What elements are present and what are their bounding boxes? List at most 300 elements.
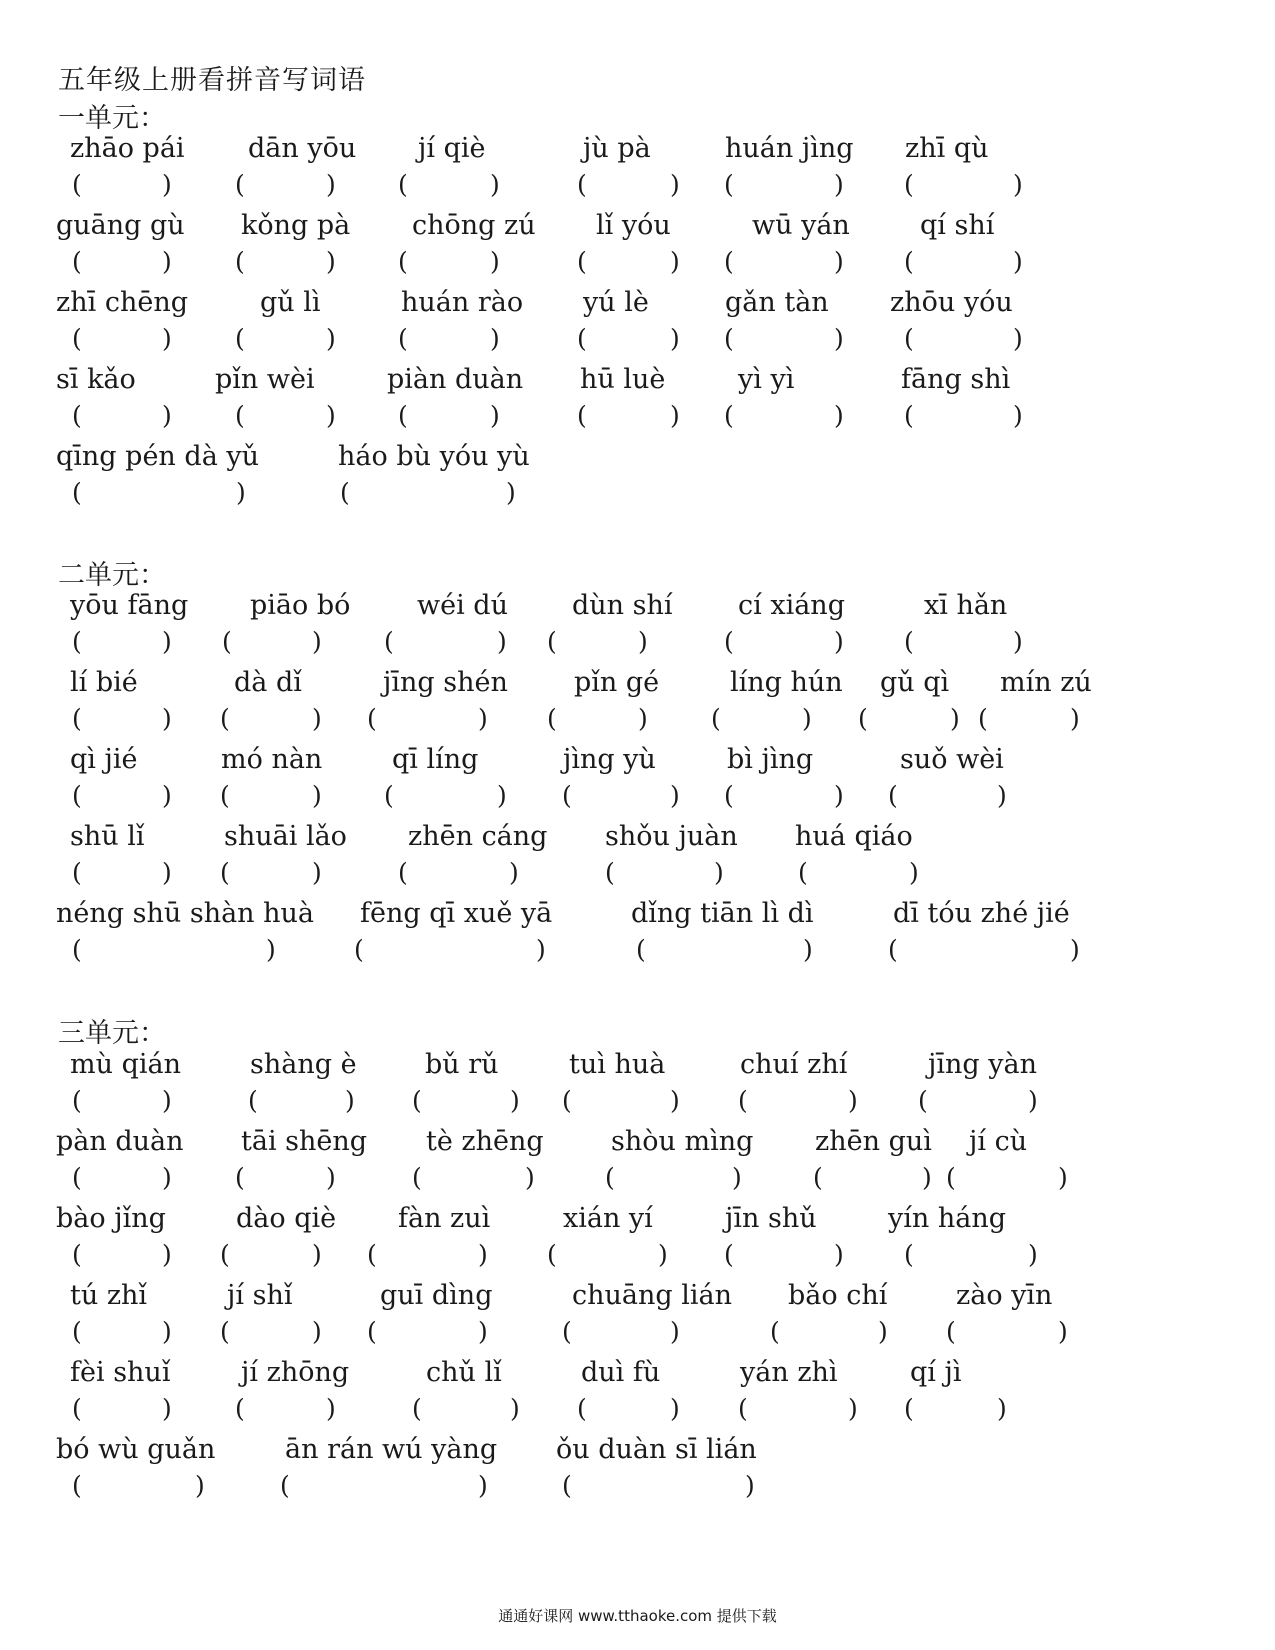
pinyin-prompt: mín zú: [1000, 667, 1092, 698]
close-paren: ): [195, 1471, 205, 1500]
pinyin-prompt: jīng shén: [383, 667, 508, 698]
answer-blank[interactable]: [72, 170, 174, 200]
pinyin-prompt: yín háng: [888, 1203, 1007, 1234]
pinyin-prompt: dùn shí: [572, 590, 673, 621]
answer-blank[interactable]: [235, 324, 338, 354]
open-paren: (: [235, 401, 245, 430]
answer-blank[interactable]: [354, 935, 548, 965]
close-paren: ): [162, 704, 172, 733]
close-paren: ): [490, 247, 500, 276]
close-paren: ): [326, 247, 336, 276]
answer-blank[interactable]: [636, 935, 815, 965]
pinyin-prompt: huá qiáo: [795, 821, 913, 852]
pinyin-prompt: gǔ qì: [880, 667, 950, 698]
close-paren: ): [997, 1394, 1007, 1423]
close-paren: ): [162, 401, 172, 430]
open-paren: (: [220, 1317, 230, 1346]
pinyin-prompt: kǒng pà: [241, 210, 351, 241]
close-paren: ): [490, 170, 500, 199]
pinyin-prompt: piàn duàn: [387, 364, 524, 395]
answer-blank[interactable]: [398, 247, 502, 277]
answer-blank[interactable]: [577, 1394, 682, 1424]
pinyin-prompt: bǔ rǔ: [425, 1049, 499, 1080]
open-paren: (: [72, 1163, 82, 1192]
close-paren: ): [745, 1471, 755, 1500]
answer-blank[interactable]: [398, 401, 502, 431]
close-paren: ): [1013, 170, 1023, 199]
open-paren: (: [72, 324, 82, 353]
close-paren: ): [162, 1394, 172, 1423]
close-paren: ): [312, 781, 322, 810]
close-paren: ): [162, 324, 172, 353]
close-paren: ): [478, 1240, 488, 1269]
open-paren: (: [770, 1317, 780, 1346]
open-paren: (: [724, 781, 734, 810]
pinyin-prompt: zhī qù: [905, 133, 989, 164]
open-paren: (: [918, 1086, 928, 1115]
pinyin-prompt: qī líng: [392, 744, 479, 775]
pinyin-prompt: chuí zhí: [740, 1049, 848, 1080]
close-paren: ): [506, 478, 516, 507]
open-paren: (: [798, 858, 808, 887]
answer-blank[interactable]: [738, 1394, 860, 1424]
open-paren: (: [412, 1163, 422, 1192]
close-paren: ): [658, 1240, 668, 1269]
open-paren: (: [904, 324, 914, 353]
close-paren: ): [162, 781, 172, 810]
answer-blank[interactable]: [220, 704, 324, 734]
open-paren: (: [72, 1240, 82, 1269]
pinyin-prompt: chǔ lǐ: [426, 1357, 502, 1388]
answer-blank[interactable]: [577, 401, 682, 431]
close-paren: ): [1028, 1086, 1038, 1115]
open-paren: (: [904, 247, 914, 276]
close-paren: ): [1058, 1317, 1068, 1346]
answer-blank[interactable]: [724, 170, 846, 200]
close-paren: ): [162, 627, 172, 656]
answer-blank[interactable]: [340, 478, 518, 508]
answer-blank[interactable]: [280, 1471, 490, 1501]
open-paren: (: [562, 1471, 572, 1500]
answer-blank[interactable]: [605, 858, 726, 888]
close-paren: ): [236, 478, 246, 507]
close-paren: ): [312, 627, 322, 656]
open-paren: (: [398, 247, 408, 276]
pinyin-prompt: wéi dú: [417, 590, 508, 621]
pinyin-prompt: pǐn wèi: [215, 364, 315, 395]
pinyin-prompt: jù pà: [583, 133, 651, 164]
open-paren: (: [724, 247, 734, 276]
open-paren: (: [222, 627, 232, 656]
answer-blank[interactable]: [918, 1086, 1040, 1116]
answer-blank[interactable]: [72, 935, 278, 965]
answer-blank[interactable]: [738, 1086, 860, 1116]
answer-blank[interactable]: [398, 170, 502, 200]
open-paren: (: [398, 324, 408, 353]
answer-blank[interactable]: [220, 1240, 324, 1270]
answer-blank[interactable]: [412, 1086, 522, 1116]
pinyin-prompt: ǒu duàn sī lián: [556, 1434, 757, 1465]
close-paren: ): [478, 1317, 488, 1346]
pinyin-prompt: dào qiè: [236, 1203, 337, 1234]
pinyin-prompt: xián yí: [563, 1203, 653, 1234]
close-paren: ): [834, 781, 844, 810]
pinyin-prompt: yán zhì: [740, 1357, 838, 1388]
answer-blank[interactable]: [72, 1317, 174, 1347]
answer-blank[interactable]: [72, 627, 174, 657]
answer-blank[interactable]: [398, 858, 521, 888]
pinyin-prompt: fēng qī xuě yā: [360, 898, 553, 929]
open-paren: (: [72, 478, 82, 507]
pinyin-prompt: chōng zú: [412, 210, 536, 241]
answer-blank[interactable]: [72, 1163, 174, 1193]
pinyin-prompt: zhī chēng: [56, 287, 188, 318]
answer-blank[interactable]: [904, 170, 1025, 200]
open-paren: (: [547, 627, 557, 656]
close-paren: ): [509, 858, 519, 887]
pinyin-prompt: guī dìng: [380, 1280, 493, 1311]
open-paren: (: [248, 1086, 258, 1115]
answer-blank[interactable]: [72, 478, 248, 508]
close-paren: ): [670, 247, 680, 276]
open-paren: (: [904, 1394, 914, 1423]
close-paren: ): [922, 1163, 932, 1192]
pinyin-prompt: qīng pén dà yǔ: [56, 441, 260, 472]
pinyin-prompt: zào yīn: [956, 1280, 1053, 1311]
pinyin-prompt: shuāi lǎo: [224, 821, 347, 852]
answer-blank[interactable]: [412, 1163, 537, 1193]
open-paren: (: [577, 401, 587, 430]
answer-blank[interactable]: [888, 935, 1082, 965]
pinyin-prompt: gǎn tàn: [725, 287, 829, 318]
open-paren: (: [738, 1086, 748, 1115]
answer-blank[interactable]: [72, 781, 174, 811]
pinyin-prompt: jí shǐ: [227, 1280, 293, 1311]
close-paren: ): [834, 247, 844, 276]
open-paren: (: [384, 627, 394, 656]
answer-blank[interactable]: [770, 1317, 890, 1347]
open-paren: (: [72, 935, 82, 964]
close-paren: ): [478, 704, 488, 733]
open-paren: (: [562, 1086, 572, 1115]
answer-blank[interactable]: [562, 1086, 682, 1116]
close-paren: ): [478, 1471, 488, 1500]
pinyin-prompt: duì fù: [581, 1357, 661, 1388]
close-paren: ): [802, 704, 812, 733]
pinyin-prompt: yì yì: [738, 364, 795, 395]
answer-blank[interactable]: [72, 858, 174, 888]
open-paren: (: [235, 1163, 245, 1192]
pinyin-prompt: líng hún: [730, 667, 843, 698]
answer-blank[interactable]: [577, 324, 682, 354]
close-paren: ): [497, 627, 507, 656]
close-paren: ): [670, 781, 680, 810]
pinyin-prompt: xī hǎn: [924, 590, 1008, 621]
pinyin-prompt: guāng gù: [56, 210, 185, 241]
unit-2-heading: 二单元：: [58, 560, 166, 591]
pinyin-prompt: dǐng tiān lì dì: [631, 898, 814, 929]
pinyin-prompt: dà dǐ: [234, 667, 302, 698]
open-paren: (: [412, 1394, 422, 1423]
open-paren: (: [904, 1240, 914, 1269]
answer-blank[interactable]: [904, 247, 1025, 277]
answer-blank[interactable]: [904, 1240, 1040, 1270]
open-paren: (: [724, 401, 734, 430]
answer-blank[interactable]: [904, 1394, 1009, 1424]
pinyin-prompt: zhēn cáng: [408, 821, 548, 852]
open-paren: (: [813, 1163, 823, 1192]
answer-blank[interactable]: [72, 401, 174, 431]
open-paren: (: [72, 1086, 82, 1115]
answer-blank[interactable]: [888, 781, 1009, 811]
pinyin-prompt: dān yōu: [248, 133, 357, 164]
pinyin-prompt: chuāng lián: [572, 1280, 733, 1311]
pinyin-prompt: yōu fāng: [70, 590, 189, 621]
answer-blank[interactable]: [562, 1471, 757, 1501]
close-paren: ): [848, 1394, 858, 1423]
open-paren: (: [235, 1394, 245, 1423]
close-paren: ): [834, 1240, 844, 1269]
close-paren: ): [326, 401, 336, 430]
answer-blank[interactable]: [72, 1086, 174, 1116]
open-paren: (: [367, 704, 377, 733]
pinyin-prompt: tú zhǐ: [70, 1280, 148, 1311]
pinyin-prompt: lǐ yóu: [596, 210, 671, 241]
pinyin-prompt: jí zhōng: [241, 1357, 350, 1388]
answer-blank[interactable]: [235, 1394, 338, 1424]
open-paren: (: [398, 858, 408, 887]
open-paren: (: [888, 781, 898, 810]
close-paren: ): [162, 1086, 172, 1115]
answer-blank[interactable]: [220, 781, 324, 811]
close-paren: ): [162, 1240, 172, 1269]
answer-blank[interactable]: [72, 704, 174, 734]
answer-blank[interactable]: [235, 247, 338, 277]
close-paren: ): [670, 1317, 680, 1346]
close-paren: ): [834, 401, 844, 430]
page-title: 五年级上册看拼音写词语: [58, 65, 366, 96]
close-paren: ): [1028, 1240, 1038, 1269]
close-paren: ): [266, 935, 276, 964]
pinyin-prompt: qí shí: [920, 210, 995, 241]
open-paren: (: [367, 1240, 377, 1269]
answer-blank[interactable]: [235, 1163, 338, 1193]
answer-blank[interactable]: [577, 170, 682, 200]
answer-blank[interactable]: [72, 1471, 207, 1501]
answer-blank[interactable]: [72, 1394, 174, 1424]
answer-blank[interactable]: [724, 781, 846, 811]
close-paren: ): [670, 170, 680, 199]
close-paren: ): [670, 324, 680, 353]
pinyin-prompt: shǒu juàn: [605, 821, 738, 852]
pinyin-prompt: qí jì: [910, 1357, 962, 1388]
close-paren: ): [1070, 935, 1080, 964]
open-paren: (: [280, 1471, 290, 1500]
open-paren: (: [384, 781, 394, 810]
open-paren: (: [367, 1317, 377, 1346]
open-paren: (: [72, 1317, 82, 1346]
answer-blank[interactable]: [367, 704, 490, 734]
answer-blank[interactable]: [367, 1317, 490, 1347]
open-paren: (: [636, 935, 646, 964]
answer-blank[interactable]: [384, 627, 509, 657]
open-paren: (: [412, 1086, 422, 1115]
pinyin-prompt: sī kǎo: [56, 364, 136, 395]
answer-blank[interactable]: [220, 1317, 324, 1347]
pinyin-prompt: jìng yù: [563, 744, 656, 775]
close-paren: ): [670, 1394, 680, 1423]
close-paren: ): [1013, 324, 1023, 353]
close-paren: ): [490, 324, 500, 353]
open-paren: (: [724, 627, 734, 656]
close-paren: ): [1058, 1163, 1068, 1192]
pinyin-prompt: fàn zuì: [398, 1203, 491, 1234]
answer-blank[interactable]: [724, 627, 846, 657]
open-paren: (: [72, 401, 82, 430]
close-paren: ): [326, 1163, 336, 1192]
close-paren: ): [670, 1086, 680, 1115]
answer-blank[interactable]: [248, 1086, 357, 1116]
answer-blank[interactable]: [547, 704, 650, 734]
close-paren: ): [162, 1317, 172, 1346]
open-paren: (: [235, 170, 245, 199]
open-paren: (: [220, 704, 230, 733]
answer-blank[interactable]: [412, 1394, 522, 1424]
answer-blank[interactable]: [384, 781, 509, 811]
close-paren: ): [312, 858, 322, 887]
close-paren: ): [950, 704, 960, 733]
answer-blank[interactable]: [724, 324, 846, 354]
close-paren: ): [714, 858, 724, 887]
open-paren: (: [72, 858, 82, 887]
open-paren: (: [547, 1240, 557, 1269]
answer-blank[interactable]: [235, 401, 338, 431]
pinyin-prompt: tè zhēng: [426, 1126, 544, 1157]
close-paren: ): [834, 627, 844, 656]
close-paren: ): [312, 704, 322, 733]
answer-blank[interactable]: [904, 324, 1025, 354]
open-paren: (: [858, 704, 868, 733]
pinyin-prompt: yú lè: [583, 287, 649, 318]
pinyin-prompt: zhāo pái: [70, 133, 185, 164]
pinyin-prompt: ān rán wú yàng: [285, 1434, 498, 1465]
close-paren: ): [497, 781, 507, 810]
footer-credit: 通通好课网 www.tthaoke.com 提供下载: [498, 1607, 777, 1625]
open-paren: (: [220, 858, 230, 887]
open-paren: (: [946, 1317, 956, 1346]
open-paren: (: [398, 401, 408, 430]
open-paren: (: [220, 1240, 230, 1269]
open-paren: (: [904, 627, 914, 656]
pinyin-prompt: bǎo chí: [788, 1280, 888, 1311]
answer-blank[interactable]: [72, 247, 174, 277]
close-paren: ): [326, 1394, 336, 1423]
answer-blank[interactable]: [72, 324, 174, 354]
answer-blank[interactable]: [798, 858, 921, 888]
answer-blank[interactable]: [562, 1317, 682, 1347]
open-paren: (: [724, 170, 734, 199]
answer-blank[interactable]: [562, 781, 682, 811]
answer-blank[interactable]: [946, 1317, 1070, 1347]
open-paren: (: [711, 704, 721, 733]
pinyin-prompt: shòu mìng: [611, 1126, 754, 1157]
pinyin-prompt: pàn duàn: [56, 1126, 184, 1157]
open-paren: (: [72, 627, 82, 656]
answer-blank[interactable]: [547, 627, 650, 657]
close-paren: ): [803, 935, 813, 964]
answer-blank[interactable]: [946, 1163, 1070, 1193]
open-paren: (: [724, 1240, 734, 1269]
answer-blank[interactable]: [813, 1163, 934, 1193]
answer-blank[interactable]: [724, 247, 846, 277]
close-paren: ): [848, 1086, 858, 1115]
close-paren: ): [878, 1317, 888, 1346]
close-paren: ): [834, 170, 844, 199]
pinyin-prompt: tāi shēng: [241, 1126, 368, 1157]
answer-blank[interactable]: [858, 704, 962, 734]
close-paren: ): [162, 858, 172, 887]
open-paren: (: [562, 781, 572, 810]
answer-blank[interactable]: [398, 324, 502, 354]
answer-blank[interactable]: [904, 627, 1025, 657]
pinyin-prompt: jīng yàn: [928, 1049, 1038, 1080]
pinyin-prompt: hū luè: [580, 364, 666, 395]
open-paren: (: [577, 170, 587, 199]
answer-blank[interactable]: [222, 627, 324, 657]
open-paren: (: [72, 1471, 82, 1500]
pinyin-prompt: bó wù guǎn: [56, 1434, 216, 1465]
open-paren: (: [72, 704, 82, 733]
close-paren: ): [490, 401, 500, 430]
pinyin-prompt: lí bié: [70, 667, 138, 698]
pinyin-prompt: mó nàn: [221, 744, 323, 775]
close-paren: ): [909, 858, 919, 887]
unit-3-heading: 三单元：: [58, 1018, 166, 1049]
answer-blank[interactable]: [72, 1240, 174, 1270]
answer-blank[interactable]: [711, 704, 814, 734]
close-paren: ): [162, 170, 172, 199]
open-paren: (: [235, 324, 245, 353]
pinyin-prompt: zhōu yóu: [890, 287, 1013, 318]
unit-1-heading: 一单元：: [58, 103, 166, 134]
pinyin-prompt: zhēn guì: [815, 1126, 932, 1157]
answer-blank[interactable]: [577, 247, 682, 277]
answer-blank[interactable]: [724, 401, 846, 431]
close-paren: ): [834, 324, 844, 353]
close-paren: ): [510, 1086, 520, 1115]
open-paren: (: [398, 170, 408, 199]
open-paren: (: [562, 1317, 572, 1346]
pinyin-prompt: mù qián: [70, 1049, 181, 1080]
answer-blank[interactable]: [220, 858, 324, 888]
answer-blank[interactable]: [724, 1240, 846, 1270]
answer-blank[interactable]: [547, 1240, 670, 1270]
pinyin-prompt: piāo bó: [250, 590, 351, 621]
pinyin-prompt: jí qiè: [418, 133, 486, 164]
pinyin-prompt: shū lǐ: [70, 821, 145, 852]
answer-blank[interactable]: [367, 1240, 490, 1270]
answer-blank[interactable]: [235, 170, 338, 200]
open-paren: (: [354, 935, 364, 964]
answer-blank[interactable]: [605, 1163, 744, 1193]
answer-blank[interactable]: [978, 704, 1082, 734]
open-paren: (: [340, 478, 350, 507]
open-paren: (: [235, 247, 245, 276]
open-paren: (: [72, 170, 82, 199]
answer-blank[interactable]: [904, 401, 1025, 431]
pinyin-prompt: fèi shuǐ: [70, 1357, 171, 1388]
pinyin-prompt: huán rào: [401, 287, 524, 318]
